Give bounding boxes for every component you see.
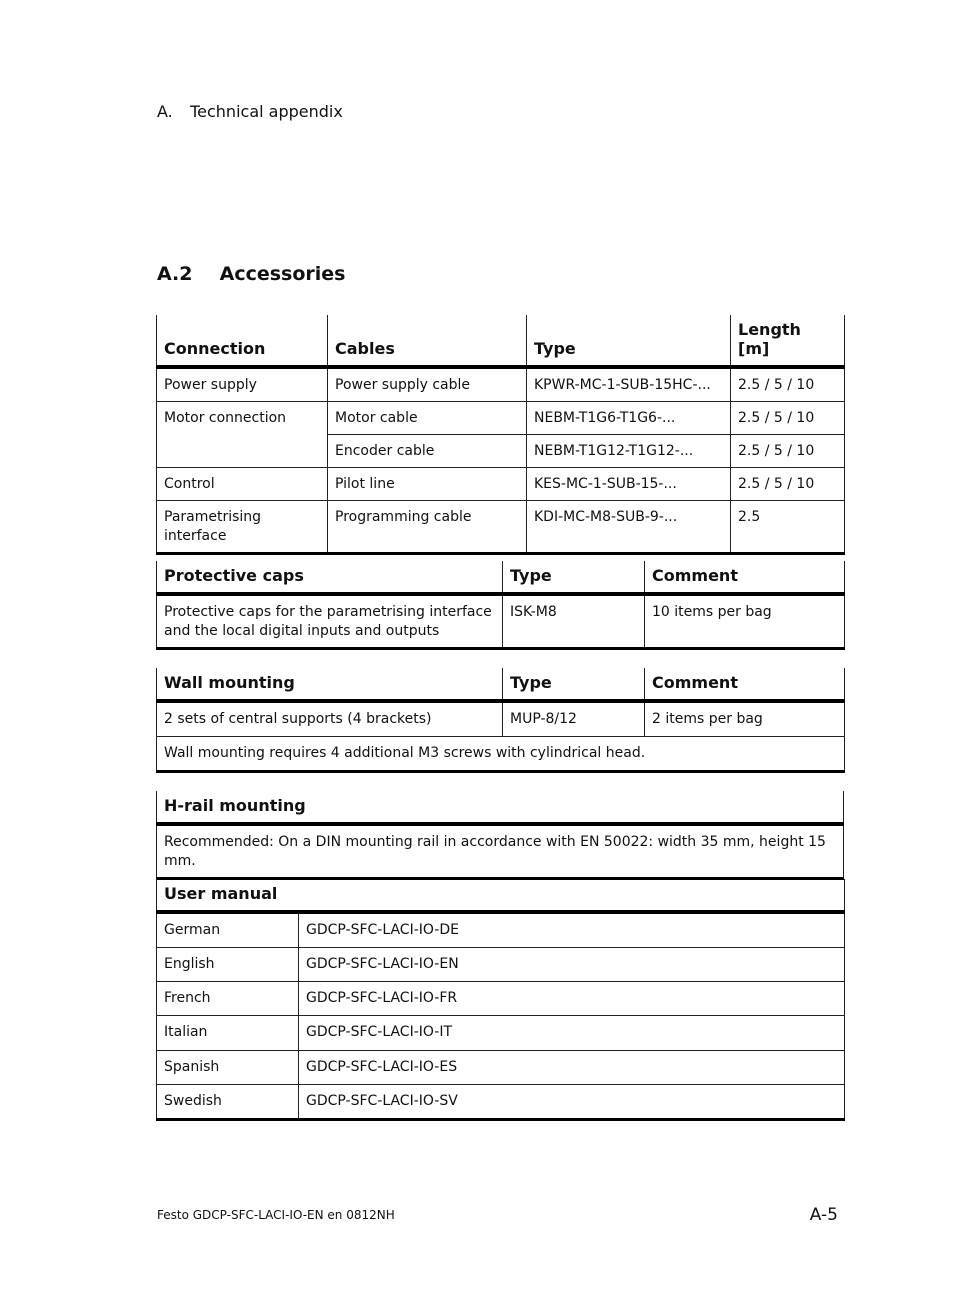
table-cell: 2.5 / 5 / 10 <box>731 468 845 501</box>
table-row <box>157 701 845 737</box>
table-cell: NEBM-T1G12-T1G12-... <box>527 435 731 468</box>
column-header: Wall mounting <box>157 668 503 701</box>
table-cell: Power supply cable <box>328 367 527 402</box>
column-header: Type <box>503 668 645 701</box>
column-header: Type <box>503 561 645 594</box>
column-header: Connection <box>157 315 328 367</box>
table-cell: KPWR-MC-1-SUB-15HC-... <box>527 367 731 402</box>
column-header: Comment <box>645 561 845 594</box>
table-cell <box>157 435 328 468</box>
page-number: A-5 <box>809 1205 838 1225</box>
table-cell: Pilot line <box>328 468 527 501</box>
table-cell: Recommended: On a DIN mounting rail in accordance with EN 50022: width 35 mm, height 15 mm. <box>157 824 844 879</box>
column-header: Comment <box>645 668 845 701</box>
table-cell: 10 items per bag <box>645 594 845 649</box>
section-heading <box>157 263 346 285</box>
table-cell: GDCP-SFC-LACI-IO-FR <box>299 982 845 1016</box>
table-cell: German <box>157 912 299 948</box>
table-row <box>157 737 845 772</box>
table-cell: NEBM-T1G6-T1G6-... <box>527 402 731 435</box>
table-cell: Motor connection <box>157 402 328 435</box>
table-cell: Encoder cable <box>328 435 527 468</box>
table-cell: 2 items per bag <box>645 701 845 737</box>
table-row <box>157 435 845 468</box>
table-header-row <box>157 668 845 701</box>
table-cell: KDI-MC-M8-SUB-9-... <box>527 501 731 554</box>
table-header-row <box>157 561 845 594</box>
protective-caps-table <box>156 561 845 650</box>
table-header-row <box>157 791 844 824</box>
table-cell: 2.5 <box>731 501 845 554</box>
table-cell: 2 sets of central supports (4 brackets) <box>157 701 503 737</box>
table-cell: 2.5 / 5 / 10 <box>731 367 845 402</box>
table-cell: GDCP-SFC-LACI-IO-ES <box>299 1050 845 1084</box>
table-cell: Power supply <box>157 367 328 402</box>
table-cell: 2.5 / 5 / 10 <box>731 435 845 468</box>
table-row <box>157 824 844 879</box>
column-header: Cables <box>328 315 527 367</box>
table-cell: MUP-8/12 <box>503 701 645 737</box>
table-row <box>157 501 845 554</box>
table-row <box>157 594 845 649</box>
chapter-number: A. <box>157 102 173 121</box>
table-row <box>157 982 845 1016</box>
table-cell: Protective caps for the parametrising interface and the local digital inputs and outputs <box>157 594 503 649</box>
table-header-row <box>157 315 845 367</box>
column-header: H-rail mounting <box>157 791 844 824</box>
table-cell: Programming cable <box>328 501 527 554</box>
table-header-row <box>157 879 845 912</box>
table-row <box>157 1050 845 1084</box>
column-header: Protective caps <box>157 561 503 594</box>
table-cell: Parametrising interface <box>157 501 328 554</box>
column-header: Type <box>527 315 731 367</box>
table-cell: GDCP-SFC-LACI-IO-DE <box>299 912 845 948</box>
table-cell: Swedish <box>157 1084 299 1119</box>
table-row <box>157 402 845 435</box>
table-row <box>157 367 845 402</box>
table-cell: 2.5 / 5 / 10 <box>731 402 845 435</box>
column-header: Length [m] <box>731 315 845 367</box>
table-cell: Motor cable <box>328 402 527 435</box>
table-cell: Control <box>157 468 328 501</box>
table-row <box>157 912 845 948</box>
table-cell: English <box>157 948 299 982</box>
table-cell: ISK-M8 <box>503 594 645 649</box>
table-cell: Spanish <box>157 1050 299 1084</box>
column-header: User manual <box>157 879 845 912</box>
cables-table <box>156 315 845 555</box>
table-row <box>157 948 845 982</box>
footer-doc-id: Festo GDCP-SFC-LACI-IO-EN en 0812NH <box>157 1208 395 1222</box>
chapter-title: Technical appendix <box>190 102 343 121</box>
wall-mounting-table <box>156 668 845 773</box>
table-cell: GDCP-SFC-LACI-IO-SV <box>299 1084 845 1119</box>
table-cell: GDCP-SFC-LACI-IO-EN <box>299 948 845 982</box>
table-note: Wall mounting requires 4 additional M3 screws with cylindrical head. <box>157 737 845 772</box>
table-cell: KES-MC-1-SUB-15-... <box>527 468 731 501</box>
user-manual-table <box>156 879 845 1121</box>
table-cell: GDCP-SFC-LACI-IO-IT <box>299 1016 845 1050</box>
table-row <box>157 468 845 501</box>
table-row <box>157 1016 845 1050</box>
table-cell: Italian <box>157 1016 299 1050</box>
table-row <box>157 1084 845 1119</box>
table-cell: French <box>157 982 299 1016</box>
section-title: Accessories <box>219 263 346 285</box>
h-rail-mounting-table <box>156 791 844 880</box>
chapter-heading <box>157 102 343 121</box>
section-number: A.2 <box>157 263 193 285</box>
